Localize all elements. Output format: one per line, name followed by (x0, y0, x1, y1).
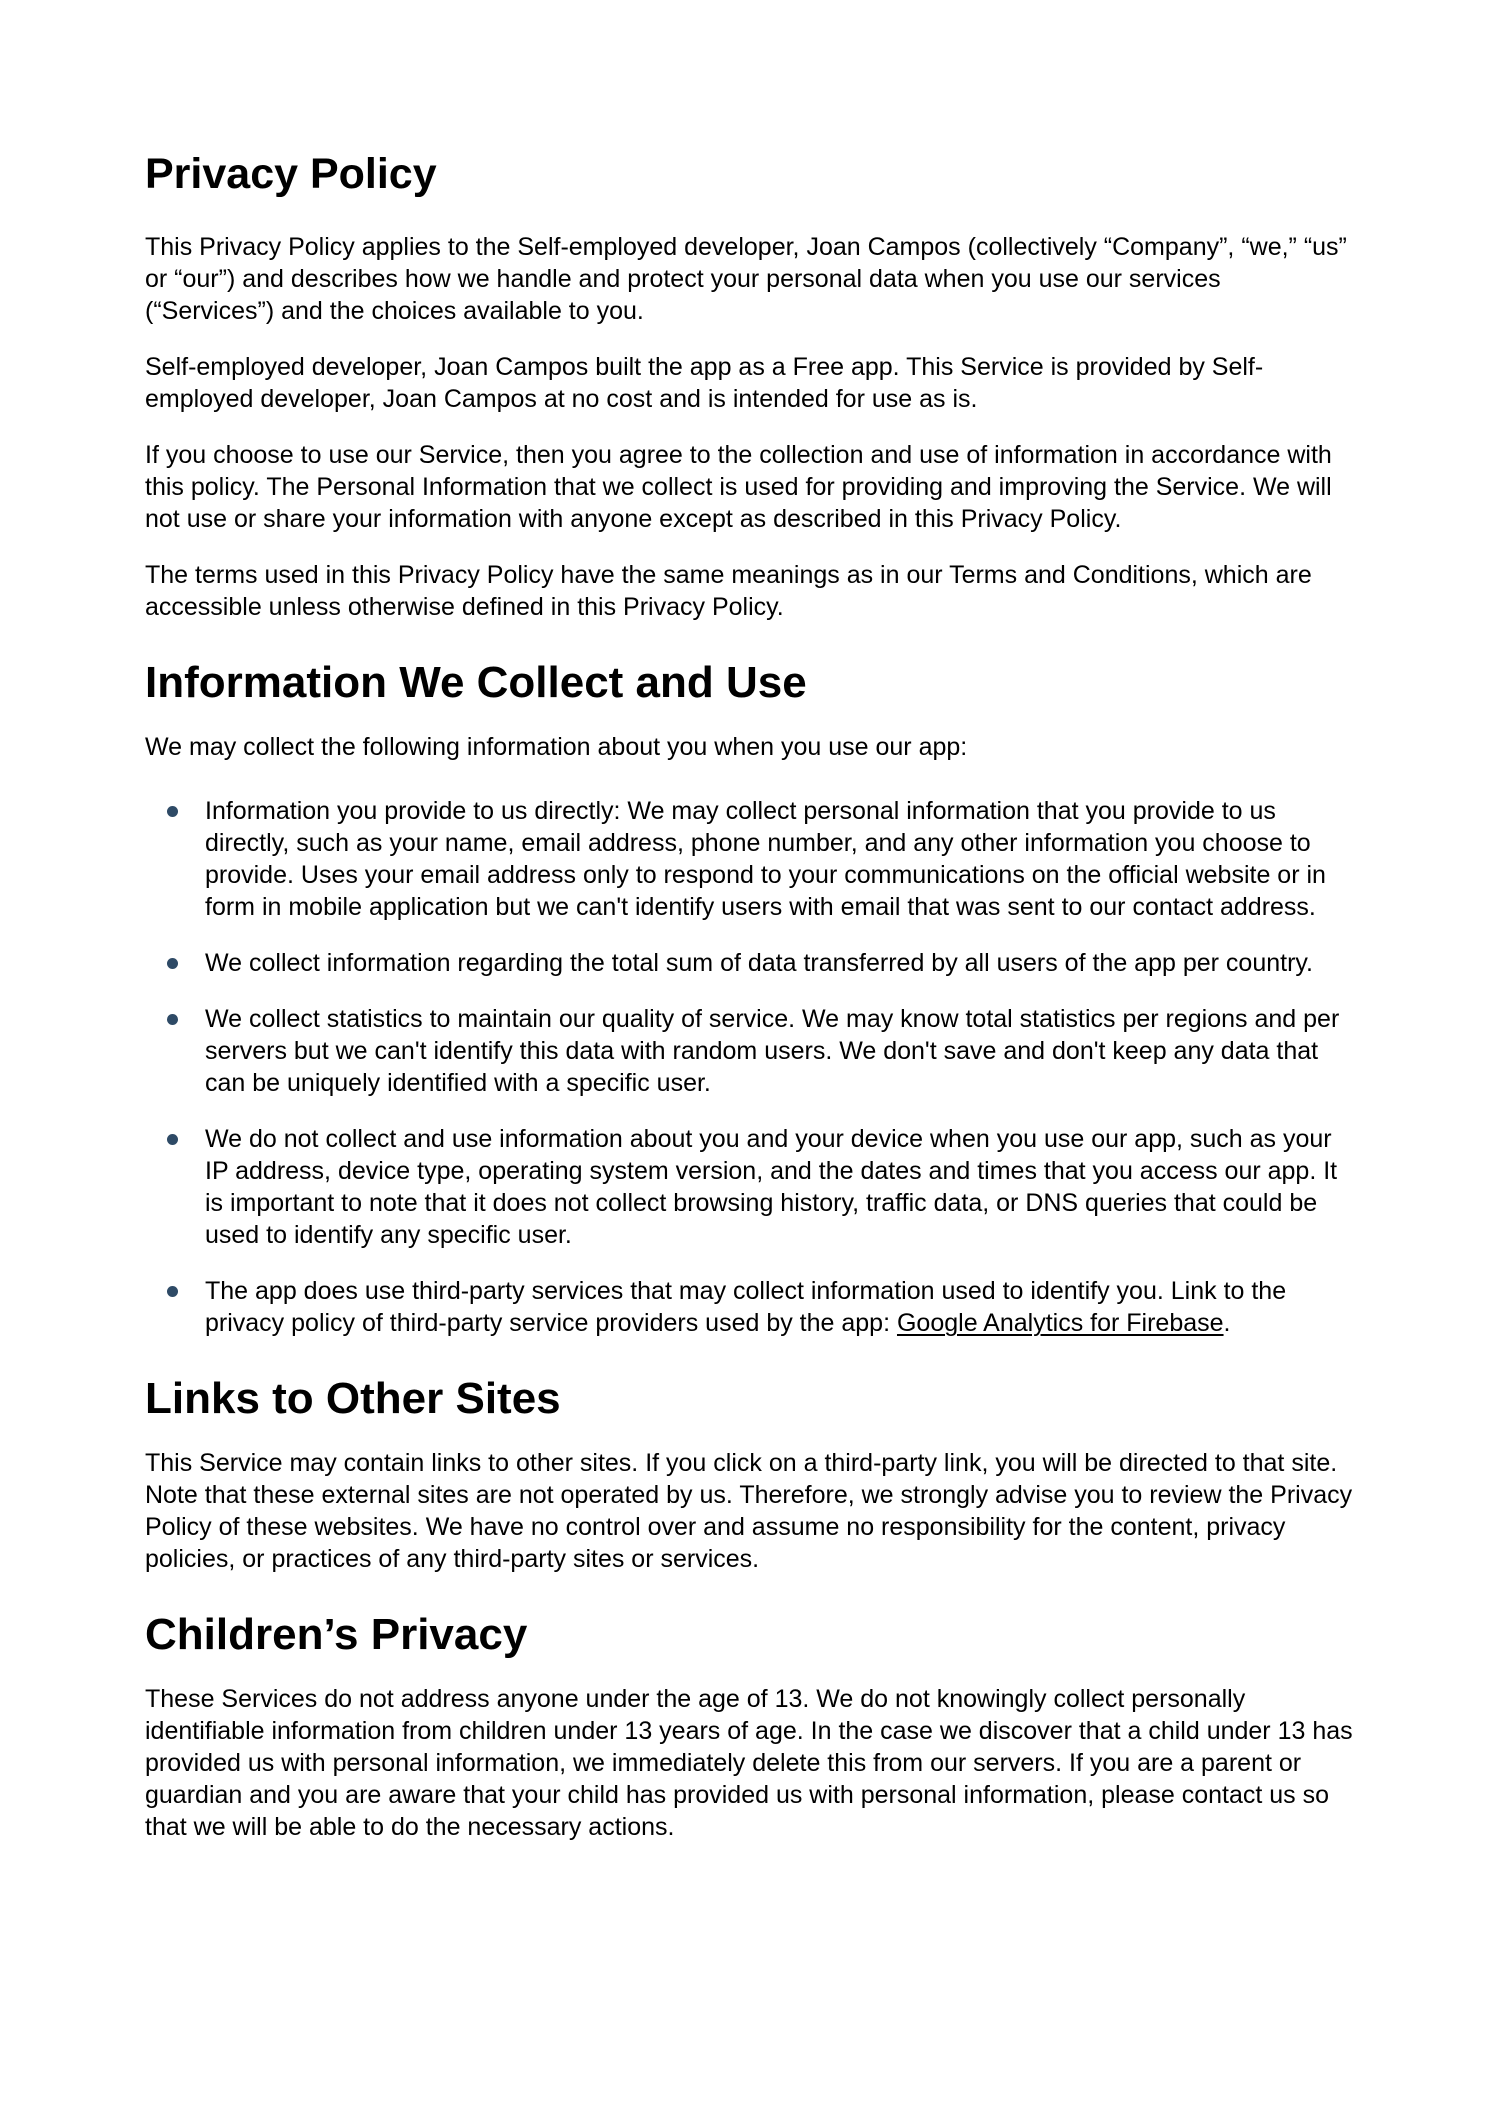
intro-paragraph-2: Self-employed developer, Joan Campos built the app as a Free app. This Service is provided by Self-employed developer, Joan Campos at no cost and is intended for use as is. (145, 353, 1264, 414)
google-analytics-firebase-link[interactable]: Google Analytics for Firebase (896, 1309, 1224, 1338)
list-item-third-party-services (205, 1275, 1355, 1339)
page-title: Privacy Policy (145, 150, 437, 198)
section-heading-links-to-other-sites: Links to Other Sites (145, 1374, 561, 1424)
list-item-statistics: We collect statistics to maintain our quality of service. We may know total statistics per regions and per servers but we can't identify this data with random users. We don't save and don't keep any data that can be uniquely identified with a specific user. (205, 1003, 1355, 1099)
children-section-paragraph: These Services do not address anyone under the age of 13. We do not knowingly collect personally identifiable information from children under 13 years of age. In the case we discover that a child under 13 has provided us with personal information, we immediately delete this from our servers. If you are a parent or guardian and you are aware that your child has provided us with personal information, please contact us so that we will be able to do the necessary actions. (145, 1685, 1353, 1842)
third-party-text-suffix: . (1223, 1309, 1231, 1338)
links-section-paragraph: This Service may contain links to other sites. If you click on a third-party link, you will be directed to that site. Note that these external sites are not operated by us. Therefore, we strongly advise you to review the Privacy Policy of these websites. We have no control over and assume no responsibility for the content, privacy policies, or practices of any third-party sites or services. (145, 1449, 1353, 1574)
information-collected-list (145, 795, 1355, 1339)
list-item-data-transferred: We collect information regarding the total sum of data transferred by all users of the app per country. (205, 947, 1355, 979)
intro-paragraph-1: This Privacy Policy applies to the Self-employed developer, Joan Campos (collectively “Company”, “we,” “us” or “our”) and describes how we handle and protect your personal data when you use our services (“Services”) and the choices available to you. (145, 233, 1347, 326)
intro-paragraph-3: If you choose to use our Service, then you agree to the collection and use of information in accordance with this policy. The Personal Information that we collect is used for providing and improving the Service. We will not use or share your information with anyone except as described in this Privacy Policy. (145, 441, 1332, 534)
list-item-direct-information: Information you provide to us directly: We may collect personal information that you provide to us directly, such as your name, email address, phone number, and any other information you choose to provide. Uses your email address only to respond to your communications on the official website or in form in mobile application but we can't identify users with email that was sent to our contact address. (205, 795, 1355, 923)
section-heading-childrens-privacy: Children’s Privacy (145, 1610, 528, 1660)
information-section-lead: We may collect the following information about you when you use our app: (145, 733, 968, 762)
list-item-device-information: We do not collect and use information about you and your device when you use our app, such as your IP address, device type, operating system version, and the dates and times that you access our app. It is important to note that it does not collect browsing history, traffic data, or DNS queries that could be used to identify any specific user. (205, 1123, 1355, 1251)
intro-paragraph-4: The terms used in this Privacy Policy have the same meanings as in our Terms and Conditions, which are accessible unless otherwise defined in this Privacy Policy. (145, 561, 1312, 622)
section-heading-information-we-collect: Information We Collect and Use (145, 658, 807, 708)
third-party-text: The app does use third-party services that may collect information used to identify you. Link to the privacy policy of third-party service providers used by the app: (205, 1277, 1287, 1338)
